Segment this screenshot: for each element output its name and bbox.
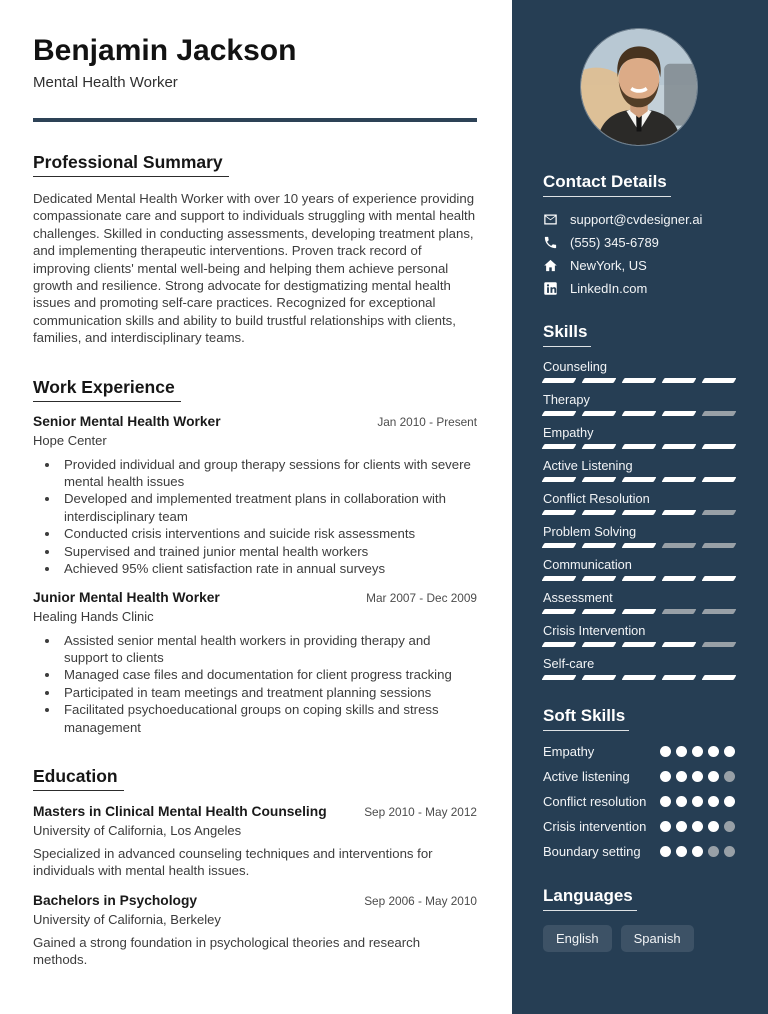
job-entry (33, 590, 477, 736)
skill-item (543, 425, 735, 449)
job-bullet: • Conducted crisis interventions and suicide risk assessments (60, 525, 477, 542)
skill-bar-segment (542, 477, 577, 482)
soft-skill-item (543, 743, 735, 760)
contact-item[interactable] (543, 235, 735, 250)
skill-level-bar (543, 576, 735, 581)
rating-dot (660, 821, 671, 832)
skill-bar-segment (702, 444, 737, 449)
sidebar (512, 0, 768, 1014)
job-bullet: • Managed case files and documentation for client progress tracking (60, 666, 477, 683)
skill-bar-segment (542, 378, 577, 383)
skill-item (543, 656, 735, 680)
languages-section-heading (543, 886, 735, 911)
skill-bar-segment (702, 378, 737, 383)
phone-icon (543, 235, 558, 250)
education-section-heading (33, 766, 477, 791)
skill-bar-segment (542, 444, 577, 449)
degree-school: University of California, Berkeley (33, 911, 221, 927)
soft-skill-name: Boundary setting (543, 844, 641, 859)
person-job-title: Mental Health Worker (33, 74, 178, 91)
skill-bar-segment (582, 609, 617, 614)
rating-dot (676, 846, 687, 857)
soft-skills-section-heading (543, 706, 735, 731)
job-bullet: • Assisted senior mental health workers in providing therapy and support to clients (60, 632, 477, 667)
skill-level-bar (543, 411, 735, 416)
skill-name: Problem Solving (543, 524, 637, 539)
job-dates: Jan 2010 - Present (377, 414, 477, 429)
soft-skill-name: Active listening (543, 769, 630, 784)
skill-bar-segment (622, 543, 657, 548)
job-entry (33, 414, 477, 578)
rating-dot (692, 771, 703, 782)
degree-dates: Sep 2010 - May 2012 (364, 804, 477, 819)
skill-bar-segment (662, 675, 697, 680)
rating-dot (676, 771, 687, 782)
contact-item[interactable] (543, 281, 735, 296)
degree-description: Specialized in advanced counseling techniques and interventions for individuals with mental health issues. (33, 845, 433, 879)
degree-header (33, 804, 477, 819)
skill-item (543, 458, 735, 482)
skill-bar-segment (622, 576, 657, 581)
contact-item[interactable] (543, 212, 735, 227)
job-header (33, 590, 477, 605)
soft-skill-item (543, 843, 735, 860)
skill-bar-segment (542, 543, 577, 548)
skill-bar-segment (662, 411, 697, 416)
skill-bar-segment (622, 378, 657, 383)
degree-title: Bachelors in Psychology (33, 892, 198, 908)
degree-entry (33, 893, 477, 969)
skill-bar-segment (662, 609, 697, 614)
rating-dot (708, 796, 719, 807)
language-badge: Spanish (621, 925, 694, 952)
contact-text: support@cvdesigner.ai (570, 212, 703, 227)
skill-name: Crisis Intervention (543, 623, 646, 638)
job-header (33, 414, 477, 429)
skill-item (543, 359, 735, 383)
rating-dot (724, 746, 735, 757)
skill-bar-segment (622, 510, 657, 515)
header-divider (33, 118, 477, 122)
job-bullets (33, 632, 477, 736)
skill-bar-segment (622, 609, 657, 614)
soft-skill-rating (660, 793, 735, 807)
skill-name: Therapy (543, 392, 590, 407)
job-bullet: • Developed and implemented treatment plans in collaboration with interdisciplinary team (60, 490, 477, 525)
rating-dot (708, 846, 719, 857)
rating-dot (676, 821, 687, 832)
skill-bar-segment (582, 642, 617, 647)
summary-text: Dedicated Mental Health Worker with over 10 years of experience providing compassionate care and support to individuals struggling with mental health challenges. Skilled in conducting assessments, developing treatment plans, and implementing therapeutic interventions. Proven track record of improving clients' mental well-being and helping them achieve personal growth and resilience. Strong advocate for destigmatizing mental health issues and promoting self-care practices. Recognized for exceptional communication skills and ability to build trustful relationships with clients, families, and interdisciplinary teams. (33, 191, 476, 346)
rating-dot (660, 846, 671, 857)
degree-dates: Sep 2006 - May 2010 (364, 893, 477, 908)
rating-dot (724, 796, 735, 807)
job-title: Senior Mental Health Worker (33, 413, 221, 429)
rating-dot (676, 796, 687, 807)
skill-bar-segment (582, 411, 617, 416)
degree-school: University of California, Los Angeles (33, 822, 242, 838)
skills-heading-text: Skills (543, 322, 591, 347)
skill-bar-segment (662, 510, 697, 515)
rating-dot (708, 821, 719, 832)
skill-name: Assessment (543, 590, 613, 605)
job-bullet: • Supervised and trained junior mental health workers (60, 543, 477, 560)
skill-name: Empathy (543, 425, 594, 440)
rating-dot (724, 771, 735, 782)
skill-bar-segment (582, 477, 617, 482)
experience-heading-text: Work Experience (33, 377, 181, 402)
skill-item (543, 590, 735, 614)
languages-list (543, 925, 735, 952)
experience-section-heading (33, 377, 477, 402)
skill-bar-segment (662, 543, 697, 548)
skill-name: Counseling (543, 359, 608, 374)
linkedin-icon (543, 281, 558, 296)
education-heading-text: Education (33, 766, 124, 791)
degree-header (33, 893, 477, 908)
contact-heading-text: Contact Details (543, 172, 671, 197)
skill-bar-segment (542, 675, 577, 680)
skill-bar-segment (542, 411, 577, 416)
skill-bar-segment (582, 444, 617, 449)
rating-dot (692, 821, 703, 832)
person-name: Benjamin Jackson (33, 34, 297, 67)
job-company: Hope Center (33, 432, 107, 448)
degrees-list (33, 804, 477, 969)
job-title: Junior Mental Health Worker (33, 589, 220, 605)
rating-dot (676, 746, 687, 757)
degree-title: Masters in Clinical Mental Health Counseling (33, 803, 327, 819)
skills-section-heading (543, 322, 735, 347)
skill-name: Active Listening (543, 458, 633, 473)
contact-list (543, 212, 735, 296)
soft-skill-rating (660, 843, 735, 857)
skill-bar-segment (582, 675, 617, 680)
avatar (580, 28, 698, 146)
contact-item[interactable] (543, 258, 735, 273)
soft-skill-item (543, 793, 735, 810)
skill-bar-segment (542, 510, 577, 515)
skill-bar-segment (662, 576, 697, 581)
skill-name: Conflict Resolution (543, 491, 650, 506)
skill-bar-segment (702, 477, 737, 482)
soft-skills-list (543, 743, 735, 860)
skill-bar-segment (622, 411, 657, 416)
job-bullet: • Facilitated psychoeducational groups on coping skills and stress management (60, 701, 477, 736)
jobs-list (33, 414, 477, 736)
skill-bar-segment (702, 675, 737, 680)
skill-bar-segment (542, 576, 577, 581)
contact-text: NewYork, US (570, 258, 647, 273)
skill-level-bar (543, 444, 735, 449)
soft-skill-item (543, 768, 735, 785)
skill-bar-segment (702, 576, 737, 581)
skill-bar-segment (582, 543, 617, 548)
languages-heading-text: Languages (543, 886, 637, 911)
skill-bar-segment (702, 411, 737, 416)
skill-level-bar (543, 477, 735, 482)
soft-skill-name: Empathy (543, 744, 595, 759)
skill-item (543, 491, 735, 515)
avatar-photo-illustration (581, 29, 697, 145)
skill-bar-segment (542, 642, 577, 647)
skill-item (543, 623, 735, 647)
contact-text: (555) 345-6789 (570, 235, 659, 250)
summary-section-heading (33, 152, 477, 177)
skill-bar-segment (662, 477, 697, 482)
job-bullet: • Achieved 95% client satisfaction rate in annual surveys (60, 560, 477, 577)
contact-text: LinkedIn.com (570, 281, 648, 296)
soft-skill-name: Conflict resolution (543, 794, 647, 809)
rating-dot (708, 746, 719, 757)
degree-description: Gained a strong foundation in psychological theories and research methods. (33, 934, 421, 968)
skill-level-bar (543, 510, 735, 515)
skill-level-bar (543, 378, 735, 383)
degree-entry (33, 804, 477, 880)
skill-bar-segment (582, 510, 617, 515)
skill-level-bar (543, 609, 735, 614)
rating-dot (692, 796, 703, 807)
rating-dot (724, 821, 735, 832)
email-icon (543, 212, 558, 227)
rating-dot (660, 796, 671, 807)
job-bullets (33, 456, 477, 578)
skill-bar-segment (662, 378, 697, 383)
rating-dot (708, 771, 719, 782)
skill-level-bar (543, 642, 735, 647)
skill-bar-segment (702, 609, 737, 614)
summary-heading-text: Professional Summary (33, 152, 229, 177)
job-dates: Mar 2007 - Dec 2009 (366, 590, 477, 605)
skill-bar-segment (622, 675, 657, 680)
skill-item (543, 524, 735, 548)
contact-section-heading (543, 172, 735, 197)
skill-bar-segment (622, 477, 657, 482)
skill-bar-segment (582, 576, 617, 581)
skill-bar-segment (542, 609, 577, 614)
language-badge: English (543, 925, 612, 952)
skill-item (543, 392, 735, 416)
skill-name: Communication (543, 557, 632, 572)
skills-list (543, 359, 735, 680)
skill-bar-segment (582, 378, 617, 383)
job-bullet: • Participated in team meetings and treatment planning sessions (60, 684, 477, 701)
skill-bar-segment (702, 642, 737, 647)
rating-dot (692, 746, 703, 757)
skill-bar-segment (662, 444, 697, 449)
skill-name: Self-care (543, 656, 595, 671)
soft-skill-rating (660, 743, 735, 757)
skill-level-bar (543, 543, 735, 548)
soft-skills-heading-text: Soft Skills (543, 706, 629, 731)
skill-bar-segment (662, 642, 697, 647)
soft-skill-item (543, 818, 735, 835)
soft-skill-rating (660, 818, 735, 832)
skill-bar-segment (622, 642, 657, 647)
skill-bar-segment (702, 543, 737, 548)
skill-level-bar (543, 675, 735, 680)
rating-dot (724, 846, 735, 857)
job-bullet: • Provided individual and group therapy sessions for clients with severe mental health issues (60, 456, 477, 491)
home-icon (543, 258, 558, 273)
rating-dot (660, 771, 671, 782)
soft-skill-name: Crisis intervention (543, 819, 647, 834)
job-company: Healing Hands Clinic (33, 608, 154, 624)
rating-dot (660, 746, 671, 757)
soft-skill-rating (660, 768, 735, 782)
skill-item (543, 557, 735, 581)
rating-dot (692, 846, 703, 857)
skill-bar-segment (622, 444, 657, 449)
skill-bar-segment (702, 510, 737, 515)
